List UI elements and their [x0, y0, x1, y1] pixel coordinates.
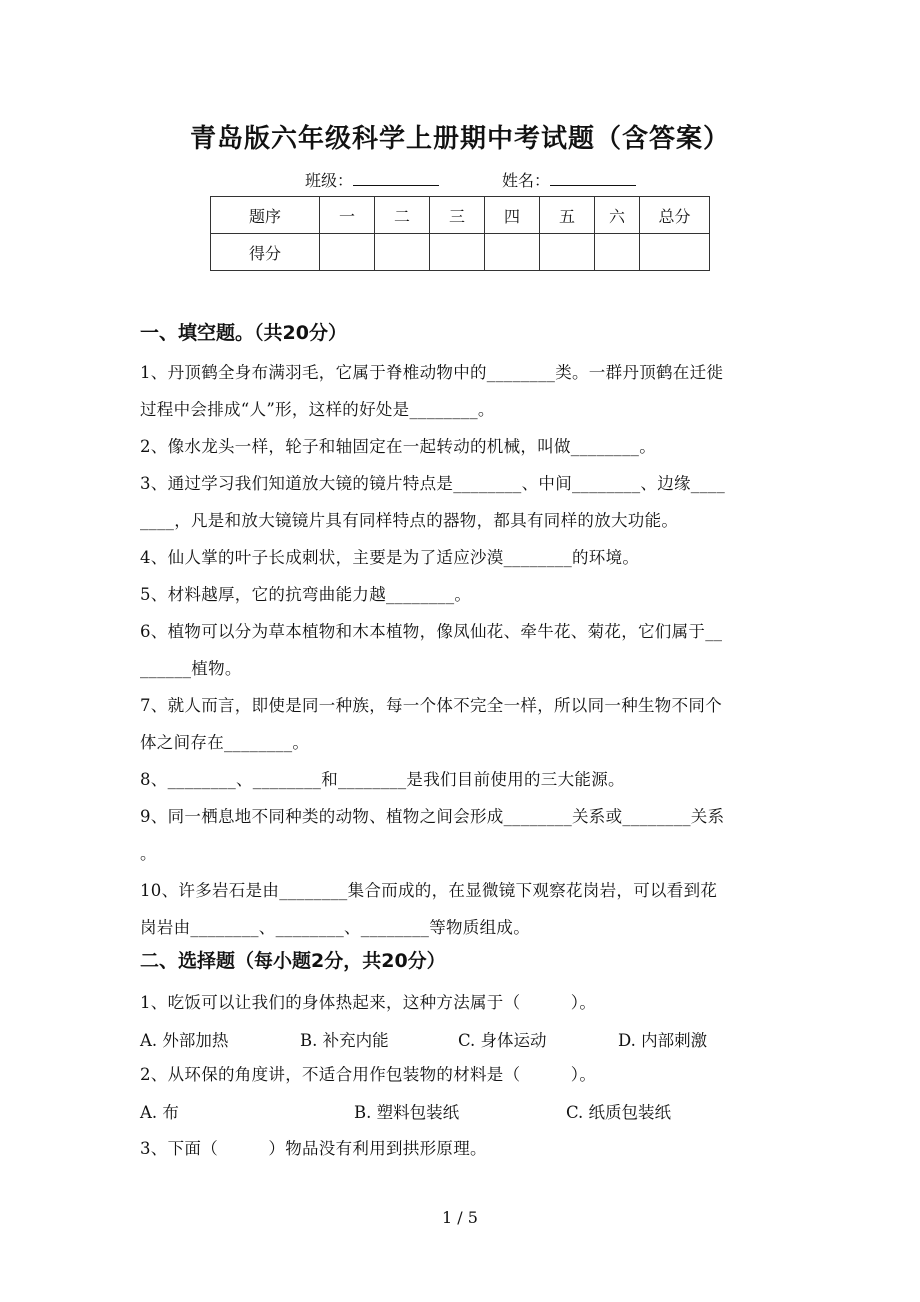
score-cell[interactable] — [320, 234, 375, 271]
question-line: 。 — [140, 844, 157, 863]
question-line: 1、吃饭可以让我们的身体热起来，这种方法属于（ ）。 — [140, 993, 597, 1012]
name-label: 姓名： — [502, 171, 551, 190]
score-cell[interactable] — [540, 234, 595, 271]
score-table-score-row — [211, 234, 710, 271]
question-line: 岗岩由________、________、________等物质组成。 — [140, 918, 530, 937]
class-field — [305, 168, 439, 191]
score-cell[interactable] — [595, 234, 640, 271]
question-line: 过程中会排成“人”形，这样的好处是________。 — [140, 400, 495, 419]
option-b[interactable]: B. 补充内能 — [300, 1031, 389, 1050]
name-field — [502, 168, 636, 191]
option-d[interactable]: D. 内部刺激 — [618, 1031, 708, 1050]
score-cell[interactable] — [430, 234, 485, 271]
score-cell[interactable] — [485, 234, 540, 271]
score-header-cell: 五 — [540, 197, 595, 234]
question-line: ______植物。 — [140, 659, 242, 678]
question-line: 9、同一栖息地不同种类的动物、植物之间会形成________关系或________关系 — [140, 807, 725, 826]
score-header-cell: 三 — [430, 197, 485, 234]
question-line: 3、下面（ ）物品没有利用到拱形原理。 — [140, 1139, 487, 1158]
score-header-cell: 六 — [595, 197, 640, 234]
class-label: 班级： — [305, 171, 354, 190]
question-line: 2、从环保的角度讲，不适合用作包装物的材料是（ ）。 — [140, 1065, 597, 1084]
section-heading: 二、选择题（每小题2分，共20分） — [140, 950, 446, 972]
question-line: 5、材料越厚，它的抗弯曲能力越________。 — [140, 585, 472, 604]
option-c[interactable]: C. 身体运动 — [458, 1031, 547, 1050]
score-header-cell: 总分 — [640, 197, 710, 234]
question-line: 7、就人而言，即使是同一种族，每一个体不完全一样，所以同一种生物不同个 — [140, 696, 722, 715]
score-cell[interactable] — [640, 234, 710, 271]
question-line: 3、通过学习我们知道放大镜的镜片特点是________、中间________、边缘____ — [140, 474, 725, 493]
page-number: 1 / 5 — [442, 1208, 478, 1227]
question-line: 10、许多岩石是由________集合而成的，在显微镜下观察花岗岩，可以看到花 — [140, 881, 718, 900]
score-table-header-row — [211, 197, 710, 234]
question-line: 体之间存在________。 — [140, 733, 310, 752]
question-line: 1、丹顶鹤全身布满羽毛，它属于脊椎动物中的________类。一群丹顶鹤在迁徙 — [140, 363, 724, 382]
section-heading: 一、填空题。（共20分） — [140, 322, 347, 344]
score-header-cell: 一 — [320, 197, 375, 234]
option-a[interactable]: A. 外部加热 — [140, 1031, 229, 1050]
question-line: 8、________、________和________是我们目前使用的三大能源。 — [140, 770, 625, 789]
page-title: 青岛版六年级科学上册期中考试题（含答案） — [189, 124, 730, 154]
score-cell[interactable] — [375, 234, 430, 271]
score-row-label: 得分 — [211, 234, 320, 271]
question-line: ____，凡是和放大镜镜片具有同样特点的器物，都具有同样的放大功能。 — [140, 511, 679, 530]
option-c[interactable]: C. 纸质包装纸 — [566, 1103, 672, 1122]
question-line: 4、仙人掌的叶子长成刺状，主要是为了适应沙漠________的环境。 — [140, 548, 640, 567]
score-header-cell: 四 — [485, 197, 540, 234]
option-a[interactable]: A. 布 — [140, 1103, 179, 1122]
option-b[interactable]: B. 塑料包装纸 — [354, 1103, 460, 1122]
score-header-cell: 题序 — [211, 197, 320, 234]
score-header-cell: 二 — [375, 197, 430, 234]
score-table — [210, 196, 710, 271]
question-line: 2、像水龙头一样，轮子和轴固定在一起转动的机械，叫做________。 — [140, 437, 656, 456]
class-blank — [353, 171, 439, 186]
question-line: 6、植物可以分为草本植物和木本植物，像凤仙花、牵牛花、菊花，它们属于__ — [140, 622, 723, 641]
name-blank — [550, 171, 636, 186]
